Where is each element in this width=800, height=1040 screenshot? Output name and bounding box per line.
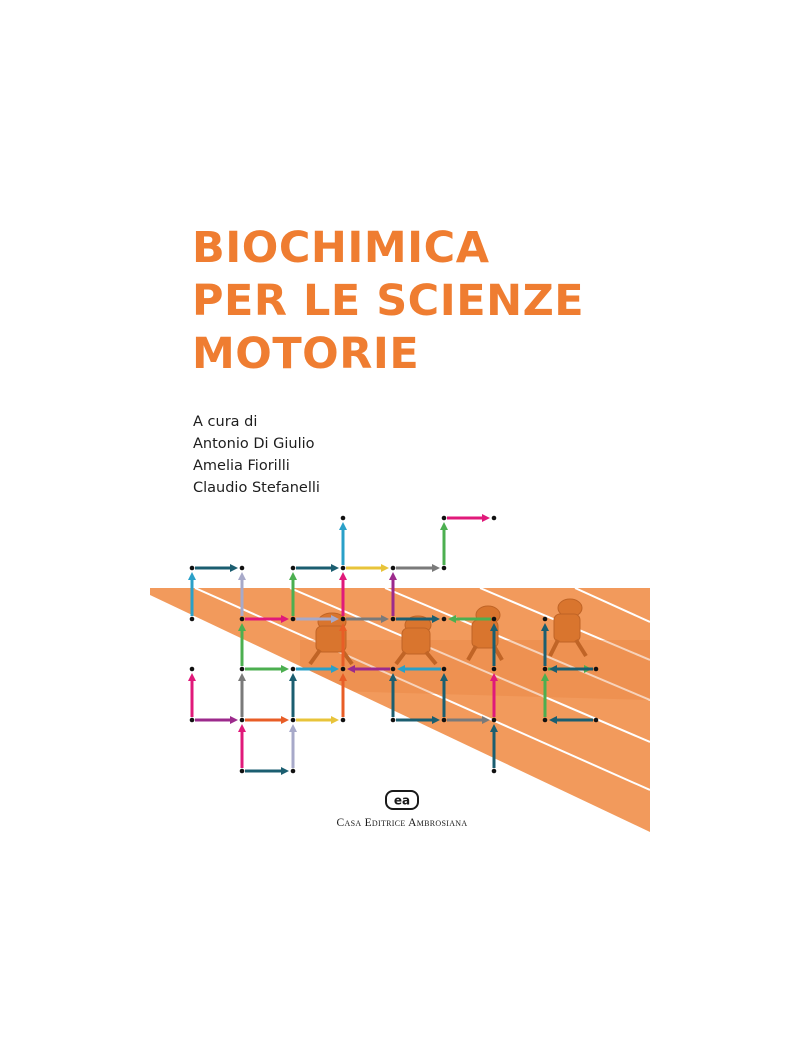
editor-name: Antonio Di Giulio bbox=[193, 436, 315, 452]
grid-node bbox=[341, 667, 346, 672]
arrow-head bbox=[188, 572, 196, 580]
grid-node bbox=[442, 667, 447, 672]
grid-node bbox=[190, 667, 195, 672]
title-line-1: BIOCHIMICA bbox=[192, 223, 490, 273]
arrow-head bbox=[482, 514, 490, 522]
grid-node bbox=[492, 769, 497, 774]
publisher-logo-icon bbox=[385, 790, 419, 810]
arrow-head bbox=[389, 572, 397, 580]
grid-node bbox=[543, 667, 548, 672]
grid-node bbox=[442, 516, 447, 521]
arrow-head bbox=[331, 564, 339, 572]
grid-node bbox=[240, 718, 245, 723]
arrow-head bbox=[440, 522, 448, 530]
editors-intro: A cura di bbox=[193, 414, 258, 430]
editor-name: Amelia Fiorilli bbox=[193, 458, 290, 474]
grid-node bbox=[291, 566, 296, 571]
grid-node bbox=[492, 667, 497, 672]
arrow-head bbox=[289, 724, 297, 732]
grid-node bbox=[492, 718, 497, 723]
arrow-head bbox=[381, 564, 389, 572]
arrow-head bbox=[230, 564, 238, 572]
arrow-head bbox=[238, 724, 246, 732]
arrow-head bbox=[281, 665, 289, 673]
arrow-head bbox=[432, 564, 440, 572]
grid-node bbox=[190, 718, 195, 723]
publisher-block bbox=[331, 790, 473, 829]
grid-node bbox=[190, 566, 195, 571]
grid-node bbox=[341, 516, 346, 521]
grid-node bbox=[391, 566, 396, 571]
arrow-head bbox=[331, 716, 339, 724]
arrow-head bbox=[339, 522, 347, 530]
grid-node bbox=[341, 617, 346, 622]
title-line-2: PER LE SCIENZE bbox=[192, 276, 585, 326]
grid-node bbox=[391, 667, 396, 672]
grid-node bbox=[341, 566, 346, 571]
grid-node bbox=[442, 566, 447, 571]
arrow-head bbox=[289, 673, 297, 681]
grid-node bbox=[190, 617, 195, 622]
grid-node bbox=[391, 617, 396, 622]
grid-node bbox=[391, 718, 396, 723]
publisher-name: Casa Editrice Ambrosiana bbox=[336, 817, 468, 829]
grid-node bbox=[341, 718, 346, 723]
arrow-head bbox=[188, 673, 196, 681]
publisher-logo-text: ea bbox=[393, 793, 411, 808]
arrow-head bbox=[339, 572, 347, 580]
grid-node bbox=[442, 718, 447, 723]
grid-node bbox=[240, 566, 245, 571]
arrow-head bbox=[281, 716, 289, 724]
grid-node bbox=[594, 667, 599, 672]
grid-node bbox=[291, 718, 296, 723]
grid-node bbox=[240, 617, 245, 622]
grid-node bbox=[492, 516, 497, 521]
arrow-head bbox=[238, 673, 246, 681]
arrow-head bbox=[289, 572, 297, 580]
grid-node bbox=[240, 769, 245, 774]
grid-node bbox=[492, 617, 497, 622]
grid-node bbox=[291, 769, 296, 774]
grid-node bbox=[543, 718, 548, 723]
grid-node bbox=[594, 718, 599, 723]
title-line-3: MOTORIE bbox=[192, 329, 420, 379]
grid-node bbox=[240, 667, 245, 672]
arrow-head bbox=[230, 716, 238, 724]
grid-node bbox=[442, 617, 447, 622]
arrow-head bbox=[238, 572, 246, 580]
grid-node bbox=[291, 617, 296, 622]
editor-name: Claudio Stefanelli bbox=[193, 480, 320, 496]
arrow-head bbox=[281, 767, 289, 775]
grid-node bbox=[543, 617, 548, 622]
grid-node bbox=[291, 667, 296, 672]
